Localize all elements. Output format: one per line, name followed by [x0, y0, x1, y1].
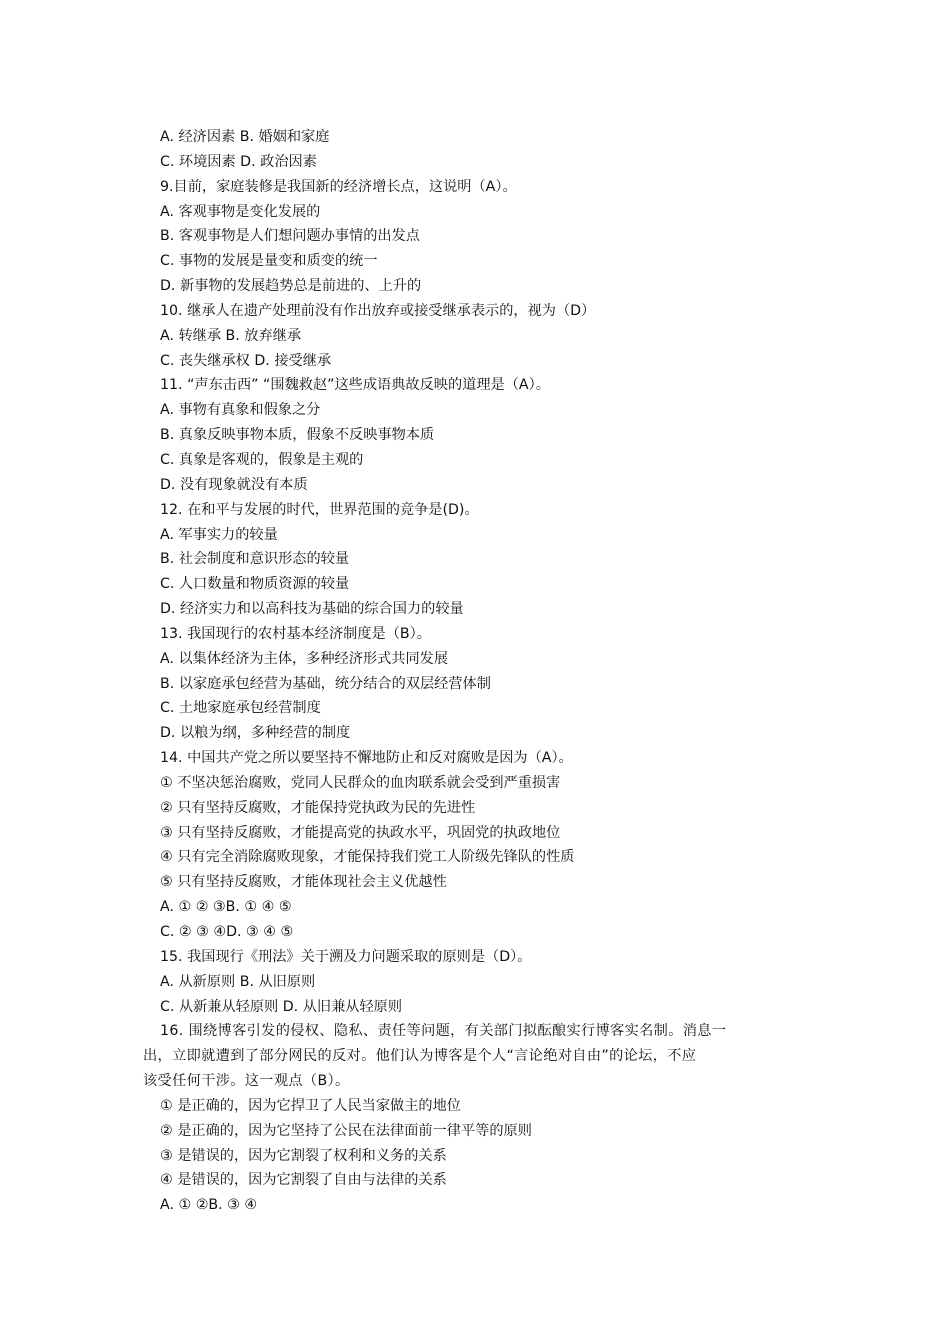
option-line: A. 客观事物是变化发展的	[160, 203, 321, 220]
statement-line: ④ 是错误的，因为它割裂了自由与法律的关系	[160, 1172, 447, 1189]
option-line: D. 经济实力和以高科技为基础的综合国力的较量	[160, 601, 464, 618]
statement-line: ④ 只有完全消除腐败现象，才能保持我们党工人阶级先锋队的性质	[160, 849, 575, 866]
statement-line: ⑤ 只有坚持反腐败，才能体现社会主义优越性	[160, 874, 447, 891]
question-12: 12. 在和平与发展的时代，世界范围的竞争是(D)。	[160, 501, 479, 518]
question-13: 13. 我国现行的农村基本经济制度是（B）。	[160, 625, 431, 642]
option-line: B. 以家庭承包经营为基础，统分结合的双层经营体制	[160, 675, 491, 692]
option-line: C. 真象是客观的，假象是主观的	[160, 451, 364, 468]
option-line: C. 事物的发展是量变和质变的统一	[160, 253, 378, 270]
option-line: B. 社会制度和意识形态的较量	[160, 551, 350, 568]
option-line: B. 真象反映事物本质，假象不反映事物本质	[160, 427, 435, 444]
option-line: A. 转继承 B. 放弃继承	[160, 327, 302, 344]
option-line: A. ① ②B. ③ ④	[160, 1197, 258, 1214]
question-10: 10. 继承人在遗产处理前没有作出放弃或接受继承表示的，视为（D）	[160, 302, 596, 319]
question-16-continued: 出，立即就遭到了部分网民的反对。他们认为博客是个人“言论绝对自由”的论坛，不应	[143, 1048, 697, 1065]
option-line: C. 从新兼从轻原则 D. 从旧兼从轻原则	[160, 998, 403, 1015]
option-line: A. 以集体经济为主体，多种经济形式共同发展	[160, 650, 449, 667]
question-9: 9.目前，家庭装修是我国新的经济增长点，这说明（A）。	[160, 178, 517, 195]
question-14: 14. 中国共产党之所以要坚持不懈地防止和反对腐败是因为（A）。	[160, 750, 573, 767]
option-line: A. ① ② ③B. ① ④ ⑤	[160, 899, 292, 916]
option-line: C. 人口数量和物质资源的较量	[160, 576, 350, 593]
option-line: C. 环境因素 D. 政治因素	[160, 153, 317, 170]
question-11: 11. “声东击西” “围魏救赵”这些成语典故反映的道理是（A）。	[160, 377, 550, 394]
option-line: D. 新事物的发展趋势总是前进的、上升的	[160, 278, 422, 295]
option-line: C. ② ③ ④D. ③ ④ ⑤	[160, 924, 294, 940]
statement-line: ② 只有坚持反腐败，才能保持党执政为民的先进性	[160, 799, 476, 816]
document-body	[0, 125, 950, 1218]
question-16-continued: 该受任何干涉。这一观点（B）。	[143, 1073, 350, 1090]
question-15: 15. 我国现行《刑法》关于溯及力问题采取的原则是（D）。	[160, 948, 532, 965]
option-line: C. 土地家庭承包经营制度	[160, 700, 321, 717]
statement-line: ② 是正确的，因为它坚持了公民在法律面前一律平等的原则	[160, 1122, 532, 1139]
option-line: C. 丧失继承权 D. 接受继承	[160, 352, 332, 369]
statement-line: ① 不坚决惩治腐败，党同人民群众的血肉联系就会受到严重损害	[160, 774, 561, 791]
option-line: D. 没有现象就没有本质	[160, 476, 308, 493]
statement-line: ① 是正确的，因为它捍卫了人民当家做主的地位	[160, 1097, 461, 1114]
question-16: 16. 围绕博客引发的侵权、隐私、责任等问题，有关部门拟酝酿实行博客实名制。消息一	[160, 1023, 727, 1040]
option-line: A. 经济因素 B. 婚姻和家庭	[160, 129, 330, 145]
option-line: A. 军事实力的较量	[160, 526, 278, 543]
option-line: A. 事物有真象和假象之分	[160, 402, 321, 419]
statement-line: ③ 是错误的，因为它割裂了权利和义务的关系	[160, 1147, 447, 1164]
statement-line: ③ 只有坚持反腐败，才能提高党的执政水平，巩固党的执政地位	[160, 824, 561, 841]
option-line: B. 客观事物是人们想问题办事情的出发点	[160, 228, 420, 245]
option-line: D. 以粮为纲，多种经营的制度	[160, 725, 351, 742]
option-line: A. 从新原则 B. 从旧原则	[160, 973, 316, 990]
